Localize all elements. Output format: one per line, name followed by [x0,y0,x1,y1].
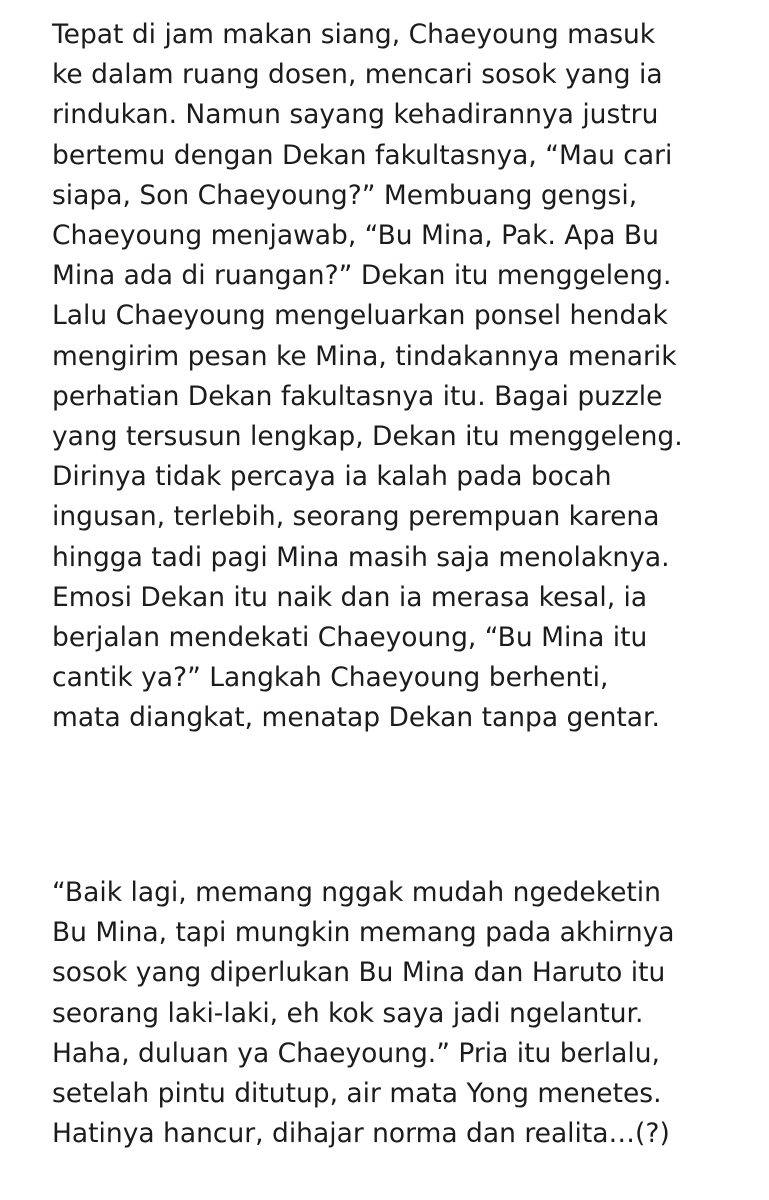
text-line: Lalu Chaeyoung mengeluarkan ponsel hendak [52,300,668,332]
text-line: cantik ya?” Langkah Chaeyoung berhenti, [52,662,609,694]
paragraph-1 [52,15,752,739]
text-line: Emosi Dekan itu naik dan ia merasa kesal, ia [52,581,648,613]
paragraph-2 [52,873,752,1154]
text-line: Mina ada di ruangan?” Dekan itu menggeleng. [52,260,672,292]
text-line: siapa, Son Chaeyoung?” Membuang gengsi, [52,179,638,211]
text-line: Chaeyoung menjawab, “Bu Mina, Pak. Apa Bu [52,220,659,252]
text-line: Bu Mina, tapi mungkin memang pada akhirnya [52,917,675,949]
text-line: ingusan, terlebih, seorang perempuan karena [52,501,660,533]
text-line: sosok yang diperlukan Bu Mina dan Haruto itu [52,957,666,989]
text-line: ke dalam ruang dosen, mencari sosok yang ia [52,59,663,91]
text-line: yang tersusun lengkap, Dekan itu menggeleng. [52,421,683,453]
text-line: “Baik lagi, memang nggak mudah ngedeketin [52,877,661,908]
text-line: rindukan. Namun sayang kehadirannya justru [52,99,659,131]
text-line: seorang laki-laki, eh kok saya jadi ngelantur. [52,997,644,1029]
text-line: mengirim pesan ke Mina, tindakannya menarik [52,340,677,372]
text-line: setelah pintu ditutup, air mata Yong menetes. [52,1078,662,1110]
text-line: bertemu dengan Dekan fakultasnya, “Mau cari [52,139,673,171]
text-line: perhatian Dekan fakultasnya itu. Bagai puzzle [52,380,663,412]
text-line: Haha, duluan ya Chaeyoung.” Pria itu berlalu, [52,1037,660,1069]
text-line: hingga tadi pagi Mina masih saja menolaknya. [52,541,670,573]
text-line: mata diangkat, menatap Dekan tanpa gentar. [52,702,660,734]
text-line: berjalan mendekati Chaeyoung, “Bu Mina itu [52,622,648,654]
text-line: Tepat di jam makan siang, Chaeyoung masuk [52,19,656,50]
text-line: Dirinya tidak percaya ia kalah pada bocah [52,461,612,493]
text-line: Hatinya hancur, dihajar norma dan realita…(?) [52,1118,670,1150]
